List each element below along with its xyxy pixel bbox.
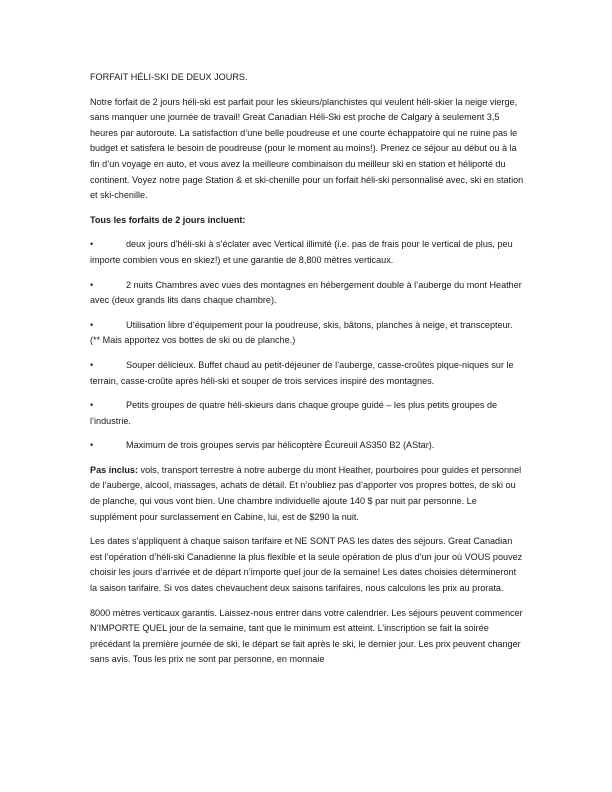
bullet-icon: •	[90, 440, 94, 451]
bullet-item-6	[90, 438, 524, 454]
includes-heading: Tous les forfaits de 2 jours incluent:	[90, 214, 246, 225]
bullet-text: Souper délicieux. Buffet chaud au petit-déjeuner de l’auberge, casse-croûtes pique-niques sur le terrain, casse-croûte après héli-ski et souper de trois services inspiré des montagnes.	[90, 359, 514, 386]
final-paragraph: 8000 mètres verticaux garantis. Laissez-nous entrer dans votre calendrier. Les séjours peuvent commencer N’IMPORTE QUEL jour de la semaine, tant que le minimum est atteint. L’inscription se fait la soirée précédant la première journée de ski, le départ se fait après le ski, le dernier jour. Les prix peuvent changer sans avis. Tous les prix ne sont par personne, en monnaie	[90, 607, 523, 665]
bullet-item-3	[90, 318, 524, 349]
bullet-icon: •	[90, 239, 94, 250]
bullet-item-5	[90, 398, 524, 429]
bullet-icon: •	[90, 359, 94, 370]
excluded-text: vols, transport terrestre à notre auberge du mont Heather, pourboires pour guides et personnel de l’auberge, alcool, massages, achats de détail. Et n’oubliez pas d’apporter vos propres bottes, de ski ou de planche, qui vous vont bien. Une chambre individuelle ajoute 140 $ par nuit par personne. Le supplément pour surclassement en Cabine, lui, est de $290 la nuit.	[90, 464, 522, 522]
excluded-paragraph	[90, 463, 524, 525]
bullet-item-4	[90, 358, 524, 389]
bullet-icon: •	[90, 279, 94, 290]
document-title: FORFAIT HÉLI-SKI DE DEUX JOURS.	[90, 72, 248, 82]
bullet-icon: •	[90, 400, 94, 411]
excluded-label: Pas inclus:	[90, 464, 139, 475]
bullet-text: Maximum de trois groupes servis par hélicoptère Écureuil AS350 B2 (AStar).	[126, 440, 435, 451]
bullet-item-1	[90, 237, 524, 268]
bullet-text: Petits groupes de quatre héli-skieurs dans chaque groupe guidé – les plus petits groupes de l’industrie.	[90, 400, 498, 426]
bullet-item-2	[90, 278, 524, 309]
bullet-text: 2 nuits Chambres avec vues des montagnes en hébergement double à l’auberge du mont Heather avec (deux grands lits dans chaque chambre).	[90, 279, 522, 306]
bullet-text: Utilisation libre d’équipement pour la poudreuse, skis, bâtons, planches à neige, et transcepteur. (** Mais apportez vos bottes de ski ou de planche.)	[90, 319, 513, 346]
dates-paragraph: Les dates s’appliquent à chaque saison tarifaire et NE SONT PAS les dates des séjours. Great Canadian est l’opération d’héli-ski Canadienne la plus flexible et la seule opération de plus d’un jour où VOUS pouvez choisir les jours d’arrivée et de départ n’importe quel jour de la semaine! Les dates choisies détermineront la saison tarifaire. Si vos dates chevauchent deux saisons tarifaires, nous calculons les prix au prorata.	[90, 536, 523, 594]
bullet-icon: •	[90, 319, 94, 330]
intro-paragraph: Notre forfait de 2 jours héli-ski est parfait pour les skieurs/planchistes qui veulent héli-skier la neige vierge, sans manquer une journée de travail! Great Canadian Héli-Ski est proche de Calgary à seulement 3,5 heures par autoroute. La satisfaction d’une belle poudreuse et une courte échappatoire qui ne ruine pas le budget et satisfera le besoin de poudreuse (pour le moment au moins!). Prenez ce séjour au début ou à la fin d’un voyage en auto, et vous avez la meilleure combinaison du meilleur ski en station et héliporté du continent. Voyez notre page Station & et ski-chenille pour un forfait héli-ski personnalisé avec, ski en station et ski-chenille.	[90, 96, 524, 201]
bullet-text: deux jours d’héli-ski à s’éclater avec Vertical illimité (i.e. pas de frais pour le vertical de plus, peu importe combien vous en skiez!) et une garantie de 8,800 mètres verticaux.	[90, 239, 513, 265]
